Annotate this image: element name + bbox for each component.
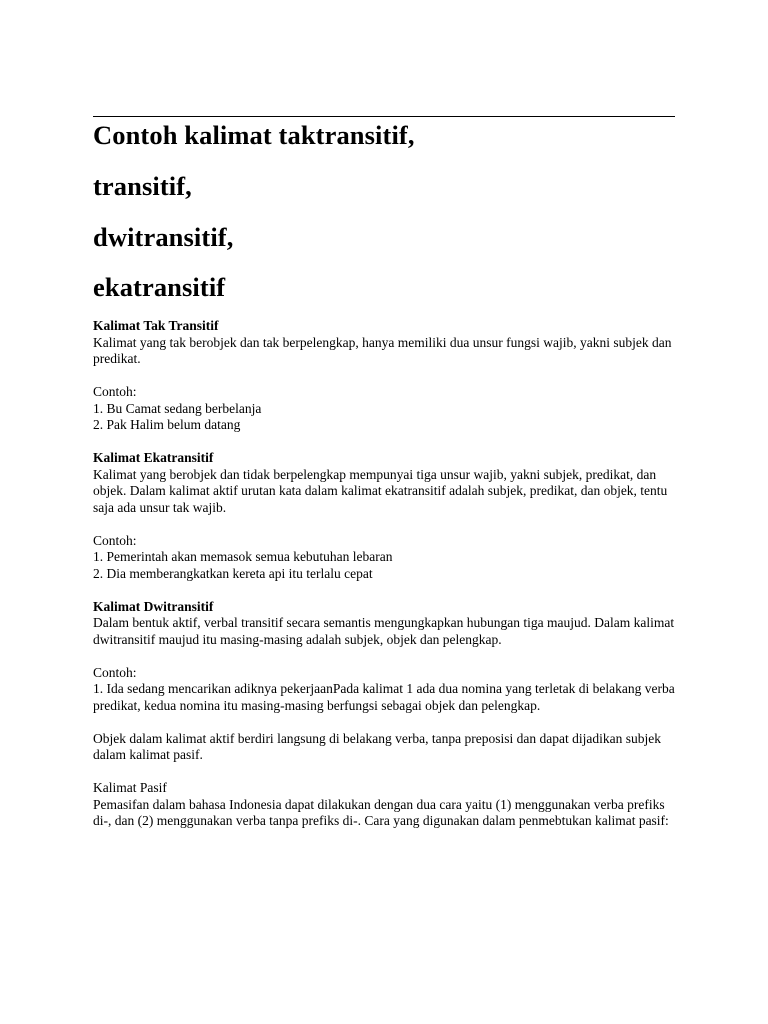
section-paragraph-ekatransitif: Kalimat yang berobjek dan tidak berpelengkap mempunyai tiga unsur wajib, yakni subjek, predikat, dan objek. Dalam kalimat aktif urutan kata dalam kalimat ekatransitif adalah subjek, predikat, dan objek, tentu saja ada unsur tak wajib. bbox=[93, 466, 668, 515]
paragraph-gap bbox=[93, 714, 683, 731]
section-heading-ekatransitif: Kalimat Ekatransitif bbox=[93, 450, 214, 465]
title-line-1: Contoh kalimat taktransitif, bbox=[93, 120, 415, 150]
section-extra-paragraph: Objek dalam kalimat aktif berdiri langsung di belakang verba, tanpa preposisi dan dapat dijadikan subjek dalam kalimat pasif. bbox=[93, 730, 661, 762]
paragraph-gap bbox=[93, 764, 683, 781]
example-item: 1. Bu Camat sedang berbelanja bbox=[93, 400, 262, 416]
section-heading-pasif: Kalimat Pasif bbox=[93, 780, 167, 795]
paragraph-gap bbox=[93, 648, 683, 665]
document-body bbox=[93, 318, 683, 830]
title-line-3: dwitransitif, bbox=[93, 222, 234, 252]
example-paragraph: 1. Ida sedang mencarikan adiknya pekerjaanPada kalimat 1 ada dua nomina yang terletak di belakang verba predikat, kedua nomina itu masing-masing berfungsi sebagai objek dan pelengkap. bbox=[93, 681, 675, 713]
paragraph-gap bbox=[93, 368, 683, 385]
contoh-label: Contoh: bbox=[93, 532, 137, 548]
section-paragraph-dwitransitif: Dalam bentuk aktif, verbal transitif secara semantis mengungkapkan hubungan tiga maujud. Dalam kalimat dwitransitif maujud itu masing-masing adalah subjek, objek dan pelengkap. bbox=[93, 615, 675, 647]
paragraph-gap bbox=[93, 516, 683, 533]
example-item: 2. Pak Halim belum datang bbox=[93, 417, 241, 432]
title-line-2: transitif, bbox=[93, 171, 192, 201]
section-heading-tak-transitif: Kalimat Tak Transitif bbox=[93, 318, 219, 333]
contoh-label: Contoh: bbox=[93, 664, 137, 680]
top-horizontal-rule bbox=[93, 116, 675, 117]
example-item: 1. Pemerintah akan memasok semua kebutuhan lebaran bbox=[93, 549, 393, 564]
section-heading-dwitransitif: Kalimat Dwitransitif bbox=[93, 598, 214, 614]
paragraph-gap bbox=[93, 434, 683, 451]
section-paragraph-pasif: Pemasifan dalam bahasa Indonesia dapat dilakukan dengan dua cara yaitu (1) menggunakan verba prefiks di-, dan (2) menggunakan verba tanpa prefiks di-. Cara yang digunakan dalam penmebtukan kalimat pasif: bbox=[93, 796, 669, 828]
example-item: 2. Dia memberangkatkan kereta api itu terlalu cepat bbox=[93, 565, 373, 581]
title-line-4: ekatransitif bbox=[93, 272, 226, 302]
contoh-label: Contoh: bbox=[93, 384, 137, 399]
section-paragraph-tak-transitif: Kalimat yang tak berobjek dan tak berpelengkap, hanya memiliki dua unsur fungsi wajib, yakni subjek dan predikat. bbox=[93, 334, 672, 366]
paragraph-gap bbox=[93, 582, 683, 599]
